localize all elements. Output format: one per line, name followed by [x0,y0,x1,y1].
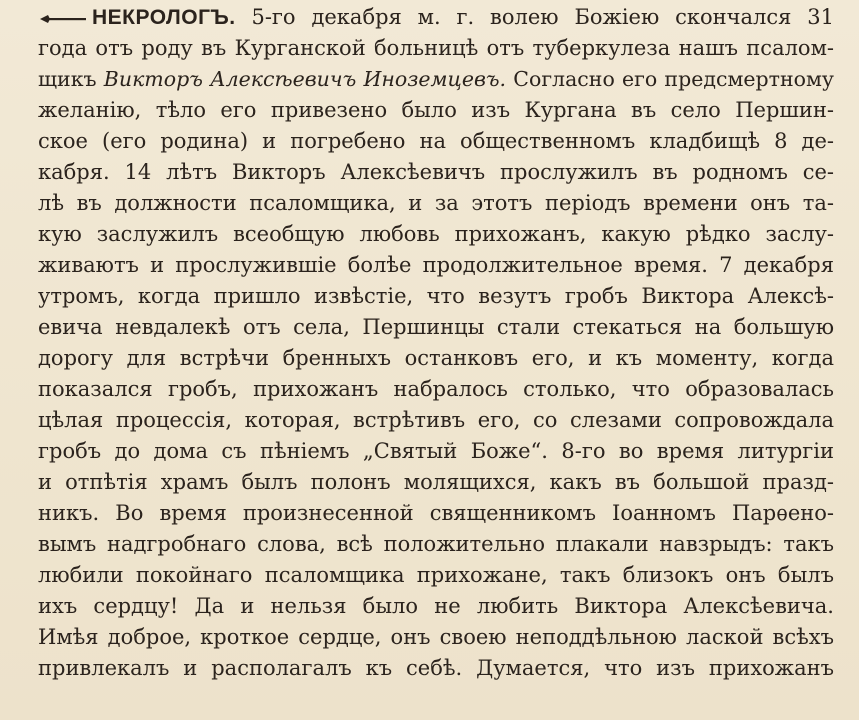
article-line-9: живаютъ и прослужившіе болѣе продолжительное время. 7 декабря [38,253,834,277]
deceased-name: Викторъ Алексѣевичъ Иноземцевъ. [103,67,507,91]
article-line-5: ское (его родина) и погребено на общественномъ кладбищѣ 8 де- [38,129,834,153]
article-line-22: привлекалъ и располагалъ къ себѣ. Думается, что изъ прихожанъ [38,656,834,680]
article-line-19: любили покойнаго псаломщика прихожане, такъ близокъ онъ былъ [38,563,834,587]
article-line-text: 5-го декабря м. г. волею Божіею скончался 31 [235,5,834,29]
obituary-article [38,2,834,684]
article-line-text: щикъ [38,67,104,91]
article-line-15: гробъ до дома съ пѣніемъ „Святый Боже“. 8-го во время литургіи [38,439,834,463]
article-line-1 [38,2,834,33]
article-line-4: желанію, тѣло его привезено было изъ Кургана въ село Першин- [38,98,834,122]
article-line-13: показался гробъ, прихожанъ набралось столько, что образовалась [38,377,834,401]
article-line-8: кую заслужилъ всеобщую любовь прихожанъ, какую рѣдко заслу- [38,222,834,246]
article-line-17: никъ. Во время произнесенной священникомъ Іоанномъ Парѳено- [38,501,834,525]
article-line-16: и отпѣтія храмъ былъ полонъ молящихся, какъ въ большой празд- [38,470,834,494]
article-line-18: вымъ надгробнаго слова, всѣ положительно плакали навзрыдъ: такъ [38,532,834,556]
article-line-text: Согласно его предсмертному [506,67,834,91]
article-line-2: года отъ роду въ Курганской больницѣ отъ туберкулеза нашъ псалом- [38,36,834,60]
article-line-20: ихъ сердцу! Да и нельзя было не любить Виктора Алексѣевича. [38,594,834,618]
article-line-6: кабря. 14 лѣтъ Викторъ Алексѣевичъ прослужилъ въ родномъ се- [38,160,834,184]
article-line-3 [38,64,834,95]
article-line-11: евича невдалекѣ отъ села, Першинцы стали стекаться на большую [38,315,834,339]
article-line-14: цѣлая процессія, которая, встрѣтивъ его, со слезами сопровождала [38,408,834,432]
obituary-heading: НЕКРОЛОГЪ. [92,6,236,29]
article-line-7: лѣ въ должности псаломщика, и за этотъ періодъ времени онъ та- [38,191,834,215]
ornamental-dash-icon [38,13,88,25]
article-line-21: Имѣя доброе, кроткое сердце, онъ своею неподдѣльною лаской всѣхъ [38,625,834,649]
article-line-10: утромъ, когда пришло извѣстіе, что везутъ гробъ Виктора Алексѣ- [38,284,834,308]
article-line-12: дорогу для встрѣчи бренныхъ останковъ его, и къ моменту, когда [38,346,834,370]
